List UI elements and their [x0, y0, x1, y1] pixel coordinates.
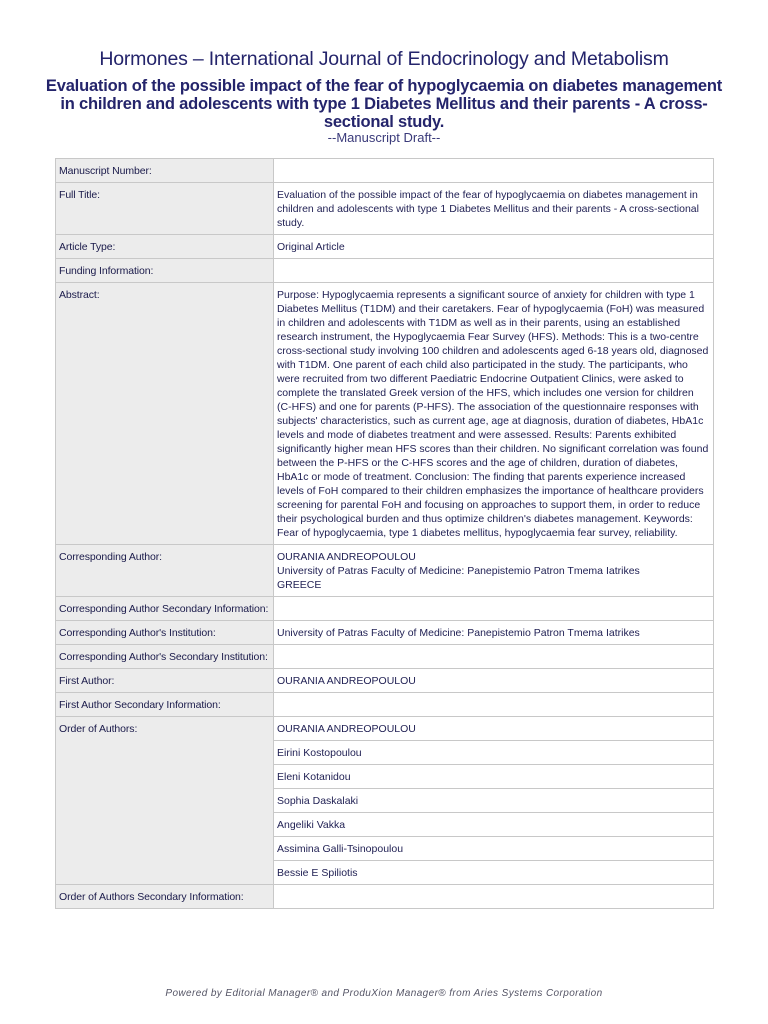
journal-name: Hormones – International Journal of Endocrinology and Metabolism: [99, 48, 669, 70]
value-first-author: OURANIA ANDREOPOULOU: [274, 669, 714, 693]
label-funding: Funding Information:: [56, 259, 274, 283]
row-corresponding-author: [56, 545, 714, 597]
value-corresponding-author: [274, 545, 714, 597]
footer-credit: Powered by Editorial Manager® and ProduXion Manager® from Aries Systems Corporation: [165, 988, 603, 999]
label-first-author: First Author:: [56, 669, 274, 693]
label-article-type: Article Type:: [56, 235, 274, 259]
value-corr-secondary-info: [274, 597, 714, 621]
author-item: Eirini Kostopoulou: [274, 741, 713, 765]
author-item: Assimina Galli-Tsinopoulou: [274, 837, 713, 861]
row-corr-institution: [56, 621, 714, 645]
row-manuscript-number: [56, 159, 714, 183]
label-corr-secondary-info: Corresponding Author Secondary Information:: [56, 597, 274, 621]
author-item: Angeliki Vakka: [274, 813, 713, 837]
row-article-type: [56, 235, 714, 259]
author-item: Sophia Daskalaki: [274, 789, 713, 813]
author-item: OURANIA ANDREOPOULOU: [274, 717, 713, 741]
manuscript-metadata-table: [55, 158, 714, 909]
value-corr-institution: University of Patras Faculty of Medicine: Panepistemio Patron Tmema Iatrikes: [274, 621, 714, 645]
label-manuscript-number: Manuscript Number:: [56, 159, 274, 183]
value-order-secondary: [274, 885, 714, 909]
label-order-secondary: Order of Authors Secondary Information:: [56, 885, 274, 909]
value-corr-secondary-institution: [274, 645, 714, 669]
corresponding-author-name: OURANIA ANDREOPOULOU: [277, 551, 416, 563]
value-funding: [274, 259, 714, 283]
value-abstract: Purpose: Hypoglycaemia represents a significant source of anxiety for children with type 1 Diabetes Mellitus (T1DM) and their caretakers. Fear of hypoglycaemia (FoH) was measured in children and adolescents with T1DM as well as in their parents, using an established research instrument, the Hypoglycaemia Fear Survey (HFS). Methods: This is a two-centre cross-sectional study involving 100 children and adolescents aged 6-18 years old, diagnosed with T1DM. One parent of each child also participated in the study. The participants, who were recruited from two different Paediatric Endocrine Outpatient Clinics, were asked to complete the translated Greek version of the HFS, which includes one version for children (C-HFS) and one for parents (P-HFS). The association of the questionnaire responses with subjects' characteristics, such as current age, age at diagnosis, duration of diabetes, HbA1c levels and mode of diabetes treatment and were assessed. Results: Parents exhibited significantly higher mean HFS scores than their children. No significant correlation was found between the P-HFS or the C-HFS scores and the age of children, duration of diabetes, HbA1c or mode of treatment. Conclusion: The finding that parents experience increased levels of FoH compared to their children emphasizes the importance of healthcare providers screening for parental FoH and focusing on approaches to support them, in order to reduce their psychological burden and thus optimize children's diabetes management. Keywords: Fear of hypoglycaemia, type 1 diabetes mellitus, hypoglycaemia fear survey, reliability.: [274, 283, 714, 545]
label-abstract: Abstract:: [56, 283, 274, 545]
row-first-author: [56, 669, 714, 693]
draft-label: --Manuscript Draft--: [327, 130, 441, 145]
value-article-type: Original Article: [274, 235, 714, 259]
label-first-author-secondary: First Author Secondary Information:: [56, 693, 274, 717]
row-funding: [56, 259, 714, 283]
corresponding-author-institution: University of Patras Faculty of Medicine: Panepistemio Patron Tmema Iatrikes: [277, 565, 640, 577]
value-first-author-secondary: [274, 693, 714, 717]
row-full-title: [56, 183, 714, 235]
label-full-title: Full Title:: [56, 183, 274, 235]
label-corresponding-author: Corresponding Author:: [56, 545, 274, 597]
label-order-of-authors: Order of Authors:: [56, 717, 274, 885]
label-corr-secondary-institution: Corresponding Author's Secondary Institution:: [56, 645, 274, 669]
row-abstract: [56, 283, 714, 545]
row-corr-secondary-info: [56, 597, 714, 621]
row-order-of-authors: [56, 717, 714, 885]
row-corr-secondary-institution: [56, 645, 714, 669]
author-item: Bessie E Spiliotis: [277, 867, 358, 879]
label-corr-institution: Corresponding Author's Institution:: [56, 621, 274, 645]
value-manuscript-number: [274, 159, 714, 183]
corresponding-author-country: GREECE: [277, 579, 322, 591]
author-item: Eleni Kotanidou: [274, 765, 713, 789]
manuscript-title: Evaluation of the possible impact of the fear of hypoglycaemia on diabetes management in children and adolescents with type 1 Diabetes Mellitus and their parents - A cross-sectional study.: [45, 77, 723, 131]
row-first-author-secondary: [56, 693, 714, 717]
value-full-title: Evaluation of the possible impact of the fear of hypoglycaemia on diabetes management in children and adolescents with type 1 Diabetes Mellitus and their parents - A cross-sectional study.: [274, 183, 714, 235]
value-order-of-authors: [274, 717, 714, 885]
row-order-secondary: [56, 885, 714, 909]
